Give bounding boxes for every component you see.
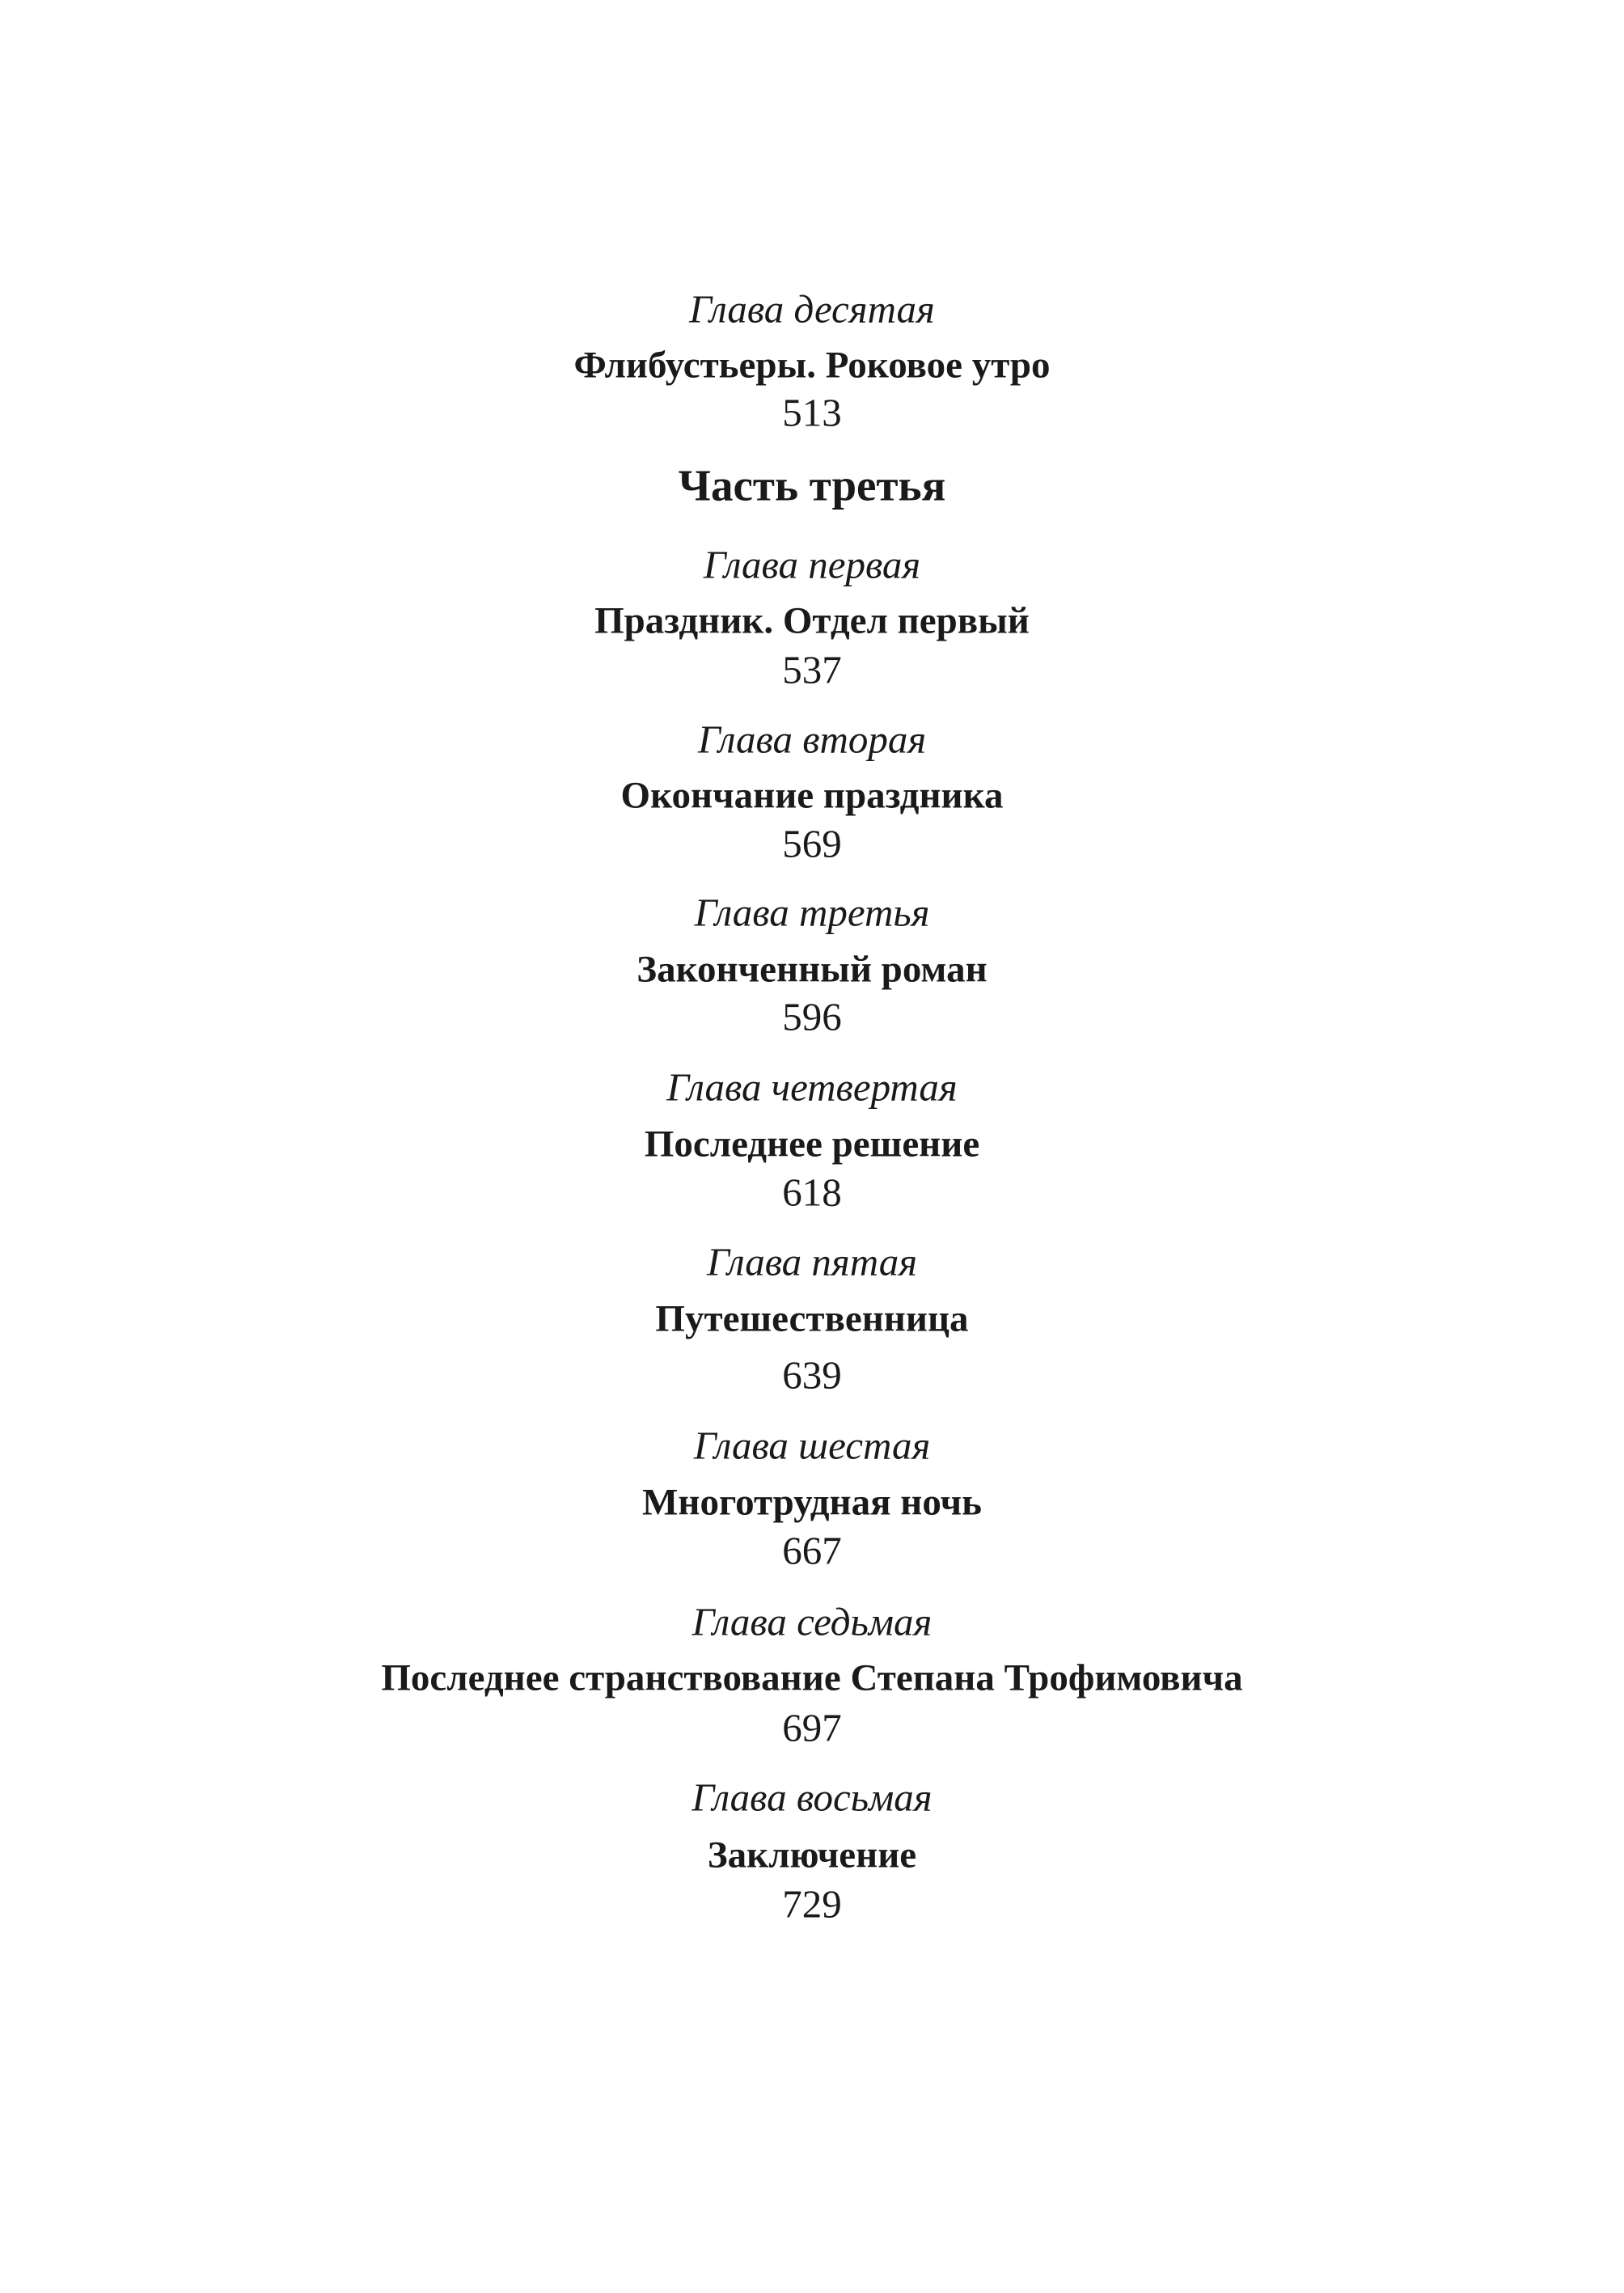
chapter-label: Глава десятая [689, 286, 935, 332]
chapter-title: Последнее странствование Степана Трофимовича [381, 1656, 1243, 1699]
page-number: 596 [782, 994, 842, 1039]
chapter-label: Глава пятая [707, 1239, 917, 1284]
chapter-title: Флибустьеры. Роковое утро [573, 344, 1051, 387]
page-number: 697 [782, 1705, 842, 1750]
page-number: 537 [782, 647, 842, 692]
chapter-label: Глава шестая [693, 1423, 931, 1468]
chapter-label: Глава четвертая [666, 1064, 958, 1110]
chapter-title: Праздник. Отдел первый [594, 599, 1030, 642]
page-number: 513 [782, 390, 842, 435]
chapter-title: Окончание праздника [620, 774, 1004, 817]
page-number: 667 [782, 1528, 842, 1573]
page-number: 639 [782, 1352, 842, 1398]
chapter-title: Законченный роман [636, 948, 988, 991]
chapter-label: Глава вторая [697, 717, 927, 762]
chapter-title: Многотрудная ночь [642, 1481, 982, 1524]
chapter-label: Глава первая [703, 542, 921, 587]
chapter-title: Последнее решение [644, 1123, 980, 1166]
page-number: 569 [782, 821, 842, 866]
page-number: 618 [782, 1170, 842, 1215]
chapter-label: Глава восьмая [691, 1775, 933, 1820]
chapter-label: Глава седьмая [691, 1599, 933, 1644]
page-number: 729 [782, 1881, 842, 1927]
chapter-title: Заключение [707, 1834, 917, 1876]
chapter-title: Путешественница [655, 1297, 969, 1340]
chapter-label: Глава третья [694, 890, 930, 935]
part-heading: Часть третья [678, 460, 946, 510]
